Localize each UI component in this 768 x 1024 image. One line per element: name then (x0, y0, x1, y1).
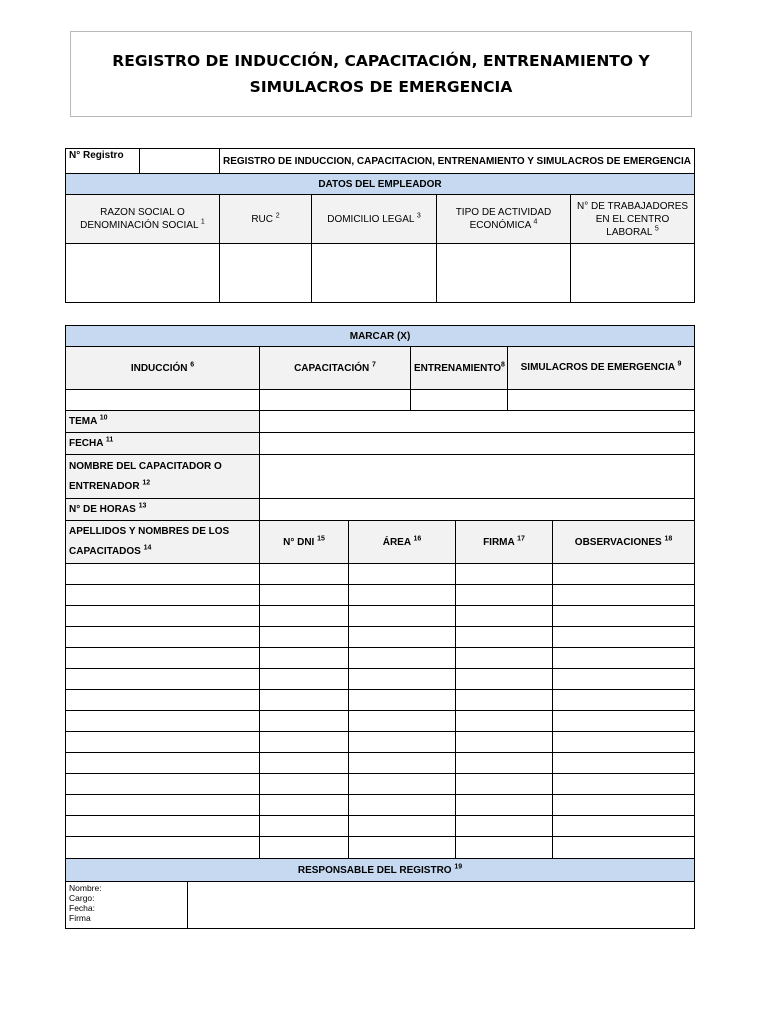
participant-observaciones-input[interactable] (553, 606, 695, 627)
responsable-input[interactable] (188, 882, 695, 929)
participant-observaciones-input[interactable] (553, 753, 695, 774)
col-dni-label: N° DNI (283, 536, 315, 548)
domicilio-input[interactable] (312, 244, 437, 303)
responsable-firma-label: Firma (69, 913, 91, 923)
participant-dni-input[interactable] (260, 837, 349, 859)
col-actividad-label: TIPO DE ACTIVIDAD ECONÓMICA (455, 207, 552, 231)
form-title-box (70, 31, 692, 117)
col-dni (260, 521, 349, 564)
note-7: 7 (372, 361, 376, 369)
participant-area-input[interactable] (349, 648, 456, 669)
col-domicilio (312, 195, 437, 244)
participant-dni-input[interactable] (260, 690, 349, 711)
participant-dni-input[interactable] (260, 564, 349, 585)
note-10: 10 (99, 414, 108, 422)
razon-social-input[interactable] (66, 244, 220, 303)
mark-induccion[interactable] (66, 390, 260, 411)
col-observaciones-label: OBSERVACIONES (574, 536, 662, 548)
col-observaciones (553, 521, 695, 564)
note-11: 11 (105, 436, 114, 444)
participant-dni-input[interactable] (260, 669, 349, 690)
trabajadores-input[interactable] (571, 244, 695, 303)
participant-observaciones-input[interactable] (553, 648, 695, 669)
note-18: 18 (664, 535, 673, 543)
participant-area-input[interactable] (349, 564, 456, 585)
tema-input[interactable] (260, 411, 695, 433)
participant-row (66, 774, 695, 795)
note-19: 19 (454, 863, 463, 871)
participant-firma-input[interactable] (456, 690, 553, 711)
mark-capacitacion[interactable] (260, 390, 411, 411)
participant-name-input[interactable] (66, 732, 260, 753)
participant-dni-input[interactable] (260, 774, 349, 795)
registro-input[interactable] (140, 149, 220, 174)
participant-name-input[interactable] (66, 564, 260, 585)
participant-dni-input[interactable] (260, 732, 349, 753)
participant-dni-input[interactable] (260, 711, 349, 732)
responsable-header (66, 859, 695, 882)
note-4: 4 (533, 218, 538, 226)
note-12: 12 (142, 479, 151, 487)
participant-dni-input[interactable] (260, 753, 349, 774)
opt-simulacros (508, 347, 695, 390)
participant-row (66, 795, 695, 816)
participant-firma-input[interactable] (456, 753, 553, 774)
participant-area-input[interactable] (349, 606, 456, 627)
participant-firma-input[interactable] (456, 606, 553, 627)
note-16: 16 (413, 535, 422, 543)
participant-observaciones-input[interactable] (553, 816, 695, 837)
note-14: 14 (143, 544, 152, 552)
mark-entrenamiento[interactable] (411, 390, 508, 411)
actividad-input[interactable] (437, 244, 571, 303)
note-5: 5 (654, 225, 659, 233)
participant-observaciones-input[interactable] (553, 774, 695, 795)
capacitador-input[interactable] (260, 455, 695, 499)
responsable-header-label: RESPONSABLE DEL REGISTRO (297, 864, 452, 876)
note-1: 1 (200, 218, 205, 226)
horas-text: N° DE HORAS (69, 504, 136, 515)
participant-area-input[interactable] (349, 627, 456, 648)
participant-firma-input[interactable] (456, 816, 553, 837)
opt-capacitacion (260, 347, 411, 390)
col-domicilio-label: DOMICILIO LEGAL (327, 213, 415, 225)
note-9: 9 (677, 360, 682, 368)
col-razon-social-label: RAZON SOCIAL O DENOMINACIÓN SOCIAL (80, 207, 199, 231)
participant-name-input[interactable] (66, 585, 260, 606)
participant-observaciones-input[interactable] (553, 690, 695, 711)
participant-name-input[interactable] (66, 795, 260, 816)
participant-row (66, 732, 695, 753)
opt-entrenamiento-label: ENTRENAMIENTO (414, 362, 502, 374)
mark-simulacros[interactable] (508, 390, 695, 411)
participant-dni-input[interactable] (260, 585, 349, 606)
employer-table (65, 148, 695, 303)
col-area-label: ÁREA (382, 536, 411, 548)
participant-dni-input[interactable] (260, 606, 349, 627)
col-actividad (437, 195, 571, 244)
participant-dni-input[interactable] (260, 627, 349, 648)
responsable-nombre-label: Nombre: (69, 883, 102, 893)
tema-text: TEMA (69, 416, 97, 427)
capacitador-label (66, 455, 260, 499)
participant-name-input[interactable] (66, 690, 260, 711)
participant-name-input[interactable] (66, 606, 260, 627)
participant-name-input[interactable] (66, 627, 260, 648)
participant-area-input[interactable] (349, 585, 456, 606)
participant-observaciones-input[interactable] (553, 669, 695, 690)
opt-induccion (66, 347, 260, 390)
participant-area-input[interactable] (349, 795, 456, 816)
participant-firma-input[interactable] (456, 585, 553, 606)
participant-area-input[interactable] (349, 816, 456, 837)
participant-dni-input[interactable] (260, 816, 349, 837)
participant-row (66, 711, 695, 732)
opt-simulacros-label: SIMULACROS DE EMERGENCIA (520, 362, 675, 373)
participant-name-input[interactable] (66, 648, 260, 669)
horas-input[interactable] (260, 499, 695, 521)
participant-firma-input[interactable] (456, 795, 553, 816)
registro-label: N° Registro (66, 149, 140, 174)
participant-name-input[interactable] (66, 816, 260, 837)
participant-firma-input[interactable] (456, 732, 553, 753)
participant-observaciones-input[interactable] (553, 564, 695, 585)
col-apellidos-label: APELLIDOS Y NOMBRES DE LOS CAPACITADOS (69, 526, 230, 557)
participant-area-input[interactable] (349, 753, 456, 774)
participant-observaciones-input[interactable] (553, 711, 695, 732)
col-razon-social (66, 195, 220, 244)
col-firma-label: FIRMA (483, 536, 515, 548)
form-title: REGISTRO DE INDUCCIÓN, CAPACITACIÓN, ENTRENAMIENTO Y SIMULACROS DE EMERGENCIA (112, 52, 650, 96)
participant-observaciones-input[interactable] (553, 585, 695, 606)
participant-observaciones-input[interactable] (553, 627, 695, 648)
marcar-header: MARCAR (X) (66, 326, 695, 347)
col-area (349, 521, 456, 564)
col-trabajadores-label: N° DE TRABAJADORES EN EL CENTRO LABORAL (576, 200, 689, 238)
note-6: 6 (190, 361, 195, 369)
participant-name-input[interactable] (66, 711, 260, 732)
participant-name-input[interactable] (66, 669, 260, 690)
participant-row (66, 690, 695, 711)
participant-area-input[interactable] (349, 732, 456, 753)
participant-area-input[interactable] (349, 774, 456, 795)
note-13: 13 (138, 502, 147, 510)
participant-area-input[interactable] (349, 711, 456, 732)
horas-label (66, 499, 260, 521)
responsable-fields (66, 882, 188, 929)
participant-firma-input[interactable] (456, 837, 553, 859)
responsable-fecha-label: Fecha: (69, 903, 95, 913)
participant-row (66, 669, 695, 690)
participant-row (66, 816, 695, 837)
participant-observaciones-input[interactable] (553, 837, 695, 859)
participant-firma-input[interactable] (456, 669, 553, 690)
note-2: 2 (275, 212, 280, 220)
registro-doc-title: REGISTRO DE INDUCCION, CAPACITACION, ENTRENAMIENTO Y SIMULACROS DE EMERGENCIA (220, 149, 695, 174)
participant-row (66, 627, 695, 648)
opt-capacitacion-label: CAPACITACIÓN (294, 362, 370, 374)
col-ruc (220, 195, 312, 244)
col-trabajadores (571, 195, 695, 244)
capacitador-text: NOMBRE DEL CAPACITADOR O ENTRENADOR (69, 460, 222, 492)
note-17: 17 (517, 535, 525, 543)
datos-empleador-header: DATOS DEL EMPLEADOR (66, 174, 695, 195)
opt-induccion-label: INDUCCIÓN (130, 362, 188, 374)
participant-dni-input[interactable] (260, 648, 349, 669)
participant-rows (66, 564, 695, 859)
participant-area-input[interactable] (349, 669, 456, 690)
participant-area-input[interactable] (349, 690, 456, 711)
col-apellidos (66, 521, 260, 564)
participant-observaciones-input[interactable] (553, 795, 695, 816)
col-ruc-label: RUC (251, 213, 273, 225)
participant-row (66, 564, 695, 585)
participant-name-input[interactable] (66, 753, 260, 774)
participant-firma-input[interactable] (456, 627, 553, 648)
participant-name-input[interactable] (66, 837, 260, 859)
participant-row (66, 753, 695, 774)
participant-firma-input[interactable] (456, 648, 553, 669)
participant-row (66, 606, 695, 627)
note-8: 8 (501, 361, 505, 369)
ruc-input[interactable] (220, 244, 312, 303)
fecha-input[interactable] (260, 433, 695, 455)
responsable-cargo-label: Cargo: (69, 893, 95, 903)
col-firma (456, 521, 553, 564)
participant-firma-input[interactable] (456, 711, 553, 732)
fecha-label (66, 433, 260, 455)
note-3: 3 (416, 212, 421, 220)
participant-name-input[interactable] (66, 774, 260, 795)
opt-entrenamiento (411, 347, 508, 390)
tema-label (66, 411, 260, 433)
participant-observaciones-input[interactable] (553, 732, 695, 753)
note-15: 15 (317, 535, 325, 543)
participant-firma-input[interactable] (456, 564, 553, 585)
participant-row (66, 648, 695, 669)
participant-row (66, 837, 695, 859)
participant-area-input[interactable] (349, 837, 456, 859)
participant-row (66, 585, 695, 606)
training-table (65, 325, 695, 929)
participant-firma-input[interactable] (456, 774, 553, 795)
participant-dni-input[interactable] (260, 795, 349, 816)
fecha-text: FECHA (69, 438, 104, 449)
